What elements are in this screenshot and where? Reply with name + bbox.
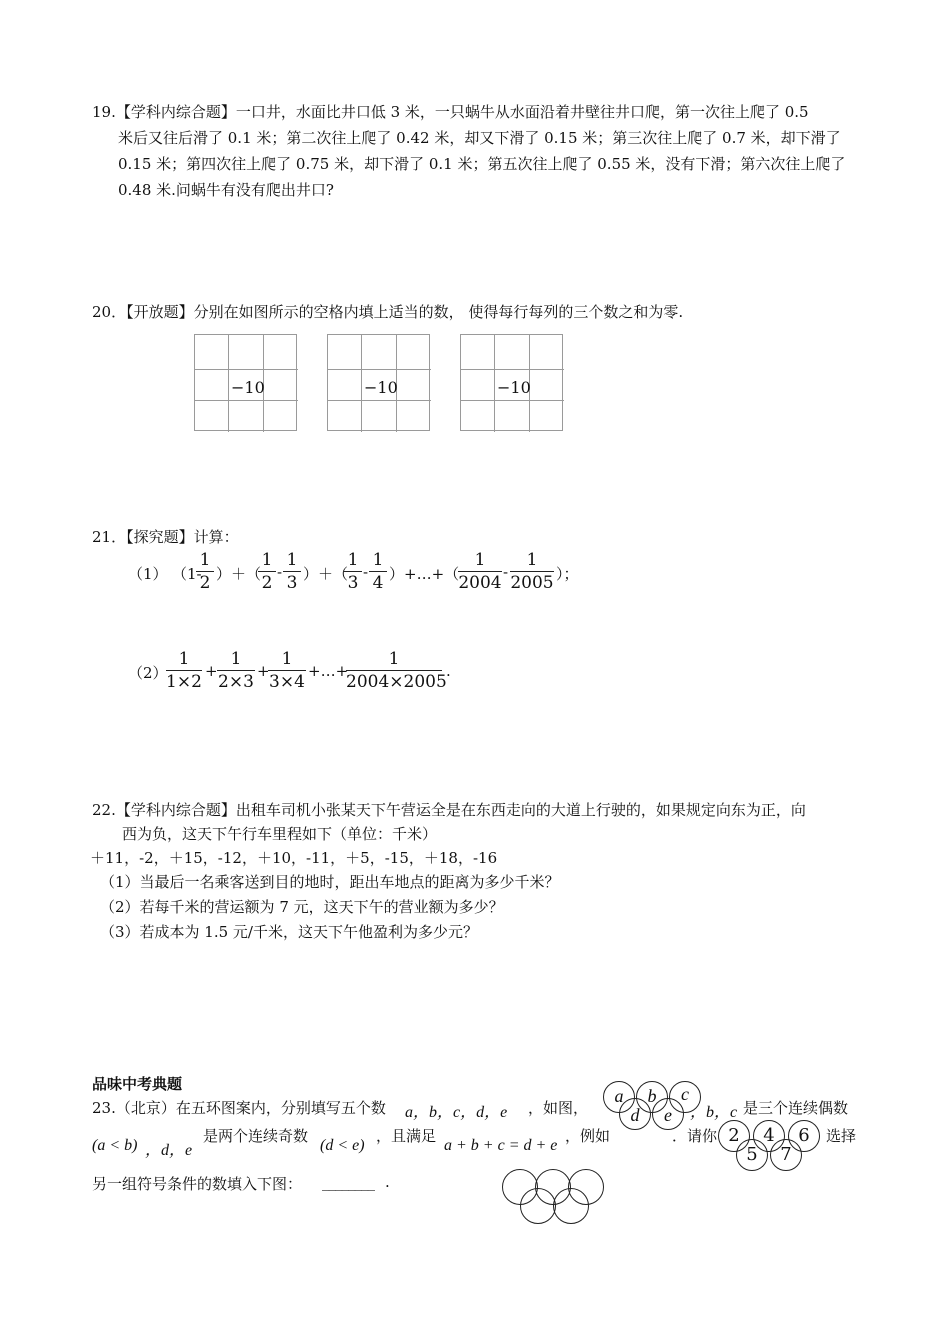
- q21-part1-close1: ）＋（: [216, 565, 262, 583]
- q21-part2-label: （2）: [128, 664, 168, 682]
- q20-text: 20．【开放题】分别在如图所示的空格内填上适当的数， 使得每行每列的三个数之和为零.: [92, 303, 684, 321]
- fraction-1-4: 1 4: [369, 549, 387, 594]
- q23-text-6: 是两个连续奇数: [203, 1127, 309, 1145]
- fraction-1-1x2: 1 1×2: [166, 649, 202, 692]
- q23-cond-2: (d < e): [320, 1137, 365, 1154]
- ring-label-7: 7: [780, 1144, 792, 1165]
- q19-line-1: 19.【学科内综合题】一口井，水面比井口低 3 米，一只蜗牛从水面沿着井壁往井口爬，第一次往上爬了 0.5: [92, 103, 809, 121]
- q23-text-10: 选择: [826, 1127, 857, 1145]
- grid-2-center-value: −10: [364, 378, 398, 397]
- grid-2: [327, 334, 430, 431]
- ring-label-a: a: [614, 1086, 624, 1106]
- q21-part1-open: （1-: [172, 565, 202, 583]
- fraction-1-3b: 1 3: [344, 549, 362, 594]
- grid-3-center-value: −10: [497, 378, 531, 397]
- q21-part1-label: （1）: [128, 565, 168, 583]
- q23-cond-1: (a < b): [92, 1137, 138, 1154]
- section-title: 品味中考典题: [92, 1075, 183, 1093]
- q23-vars: a，b，c，d，e: [405, 1104, 508, 1121]
- minus-sign: -: [363, 563, 369, 581]
- q22-data: ＋11，-2，＋15，-12，＋10，-11，＋5，-15，＋18，-16: [90, 849, 498, 867]
- fraction-1-3: 1 3: [283, 549, 301, 594]
- q21-heading: 21．【探究题】计算：: [92, 528, 239, 546]
- fraction-1-2b: 1 2: [258, 549, 276, 594]
- q23-text-4: 是三个连续偶数: [743, 1099, 849, 1117]
- grid-3: [460, 334, 563, 431]
- ring-label-6: 6: [798, 1125, 810, 1146]
- ring-label-b: b: [647, 1086, 657, 1106]
- minus-sign: -: [277, 563, 283, 581]
- answer-blank[interactable]: ________: [322, 1173, 374, 1191]
- q23-end: .: [385, 1173, 390, 1191]
- ring-label-2: 2: [728, 1125, 740, 1146]
- ring-label-e: e: [664, 1105, 672, 1125]
- fraction-1-2005: 1 2005: [510, 550, 554, 593]
- q22-sub-1: （1）当最后一名乘客送到目的地时，距出车地点的距离为多少千米？: [100, 873, 560, 891]
- fraction-1-2x3: 1 2×3: [218, 649, 254, 692]
- ring-label-5: 5: [746, 1144, 758, 1165]
- q23-text-9: ．请你: [672, 1127, 718, 1145]
- q21-part1-close2: ）＋（: [303, 565, 349, 583]
- fraction-1-2: 1 2: [196, 549, 214, 594]
- q22-sub-2: （2）若每千米的营运额为 7 元，这天下午的营业额为多少？: [100, 898, 504, 916]
- q23-text-5: ，d，e: [145, 1142, 193, 1159]
- q23-text-8: ，例如: [565, 1127, 611, 1145]
- q21-part1-end: ）；: [556, 565, 579, 583]
- q19-line-2: 米后又往后滑了 0.1 米；第二次往上爬了 0.42 米，却又下滑了 0.15 米；第三次往上爬了 0.7 米，却下滑了: [118, 129, 841, 147]
- ring-label-4: 4: [763, 1125, 775, 1146]
- q23-text-7: ，且满足: [376, 1127, 437, 1145]
- ring-label-c: c: [681, 1084, 689, 1104]
- q21-part1-close3: ）+…+（: [389, 565, 460, 583]
- q23-equation: a + b + c = d + e: [444, 1137, 558, 1154]
- q19-line-3: 0.15 米；第四次往上爬了 0.75 米，却下滑了 0.1 米；第五次往上爬了 0.55 米，没有下滑；第六次往上爬了: [118, 155, 846, 173]
- q22-line-1: 22.【学科内综合题】出租车司机小张某天下午营运全是在东西走向的大道上行驶的，如果规定向东为正，向: [92, 801, 806, 819]
- grid-1: [194, 334, 297, 431]
- grid-1-center-value: −10: [231, 378, 265, 397]
- q23-text-2: ，如图，: [528, 1099, 589, 1117]
- fraction-1-3x4: 1 3×4: [269, 649, 305, 692]
- fraction-1-2004: 1 2004: [458, 550, 502, 593]
- q23-text-3: ，b，c: [690, 1104, 738, 1121]
- minus-sign: -: [503, 563, 509, 581]
- plus-sign: +: [205, 662, 218, 680]
- q22-line-2: 西为负，这天下午行车里程如下（单位：千米）: [122, 825, 438, 843]
- plus-sign: +: [257, 662, 270, 680]
- q22-sub-3: （3）若成本为 1.5 元/千米，这天下午他盈利为多少元？: [100, 923, 478, 941]
- fraction-1-2004x2005: 1 2004×2005: [346, 649, 447, 692]
- ring-label-d: d: [630, 1105, 640, 1125]
- q19-line-4: 0.48 米.问蜗牛有没有爬出井口?: [118, 181, 334, 199]
- q23-line-3: 另一组符号条件的数填入下图：: [92, 1175, 303, 1193]
- plus-dots: +…+: [308, 662, 349, 680]
- q23-text-1: 23.（北京）在五环图案内，分别填写五个数: [92, 1099, 386, 1117]
- q21-part2-end: .: [446, 662, 451, 680]
